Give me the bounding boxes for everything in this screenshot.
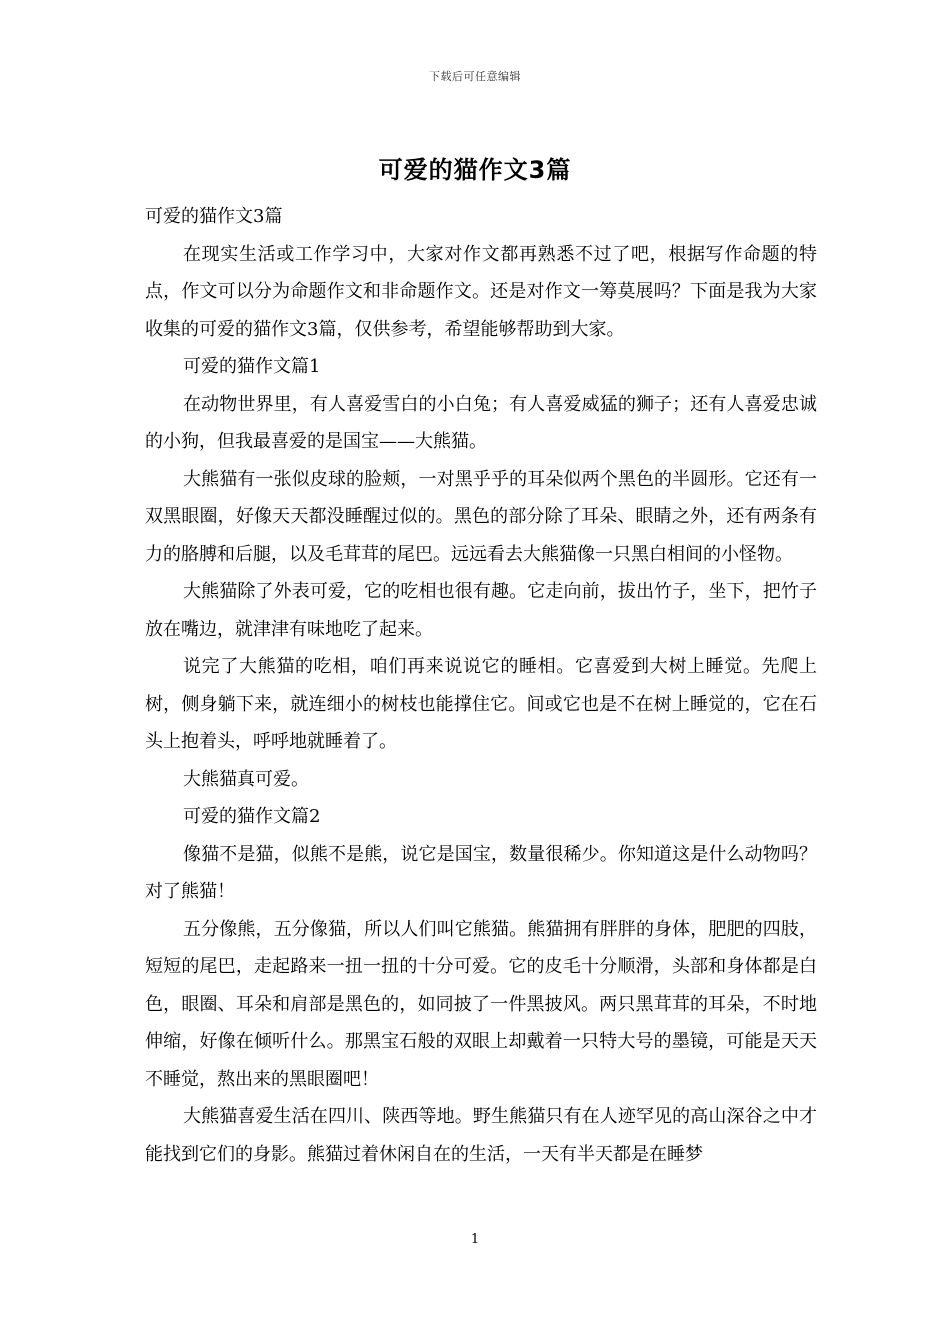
body-paragraph: 说完了大熊猫的吃相，咱们再来说说它的睡相。它喜爱到大树上睡觉。先爬上树，侧身躺下来，就连细小的树枝也能撑住它。间或它也是不在树上睡觉的，它在石头上抱着头，呼呼地就睡着了。 [145,656,817,752]
body-paragraph: 大熊猫喜爱生活在四川、陕西等地。野生熊猫只有在人迹罕见的高山深谷之中才能找到它们的身影。熊猫过着休闲自在的生活，一天有半天都是在睡梦 [145,1106,817,1165]
body-paragraph: 大熊猫有一张似皮球的脸颊，一对黑乎乎的耳朵似两个黑色的半圆形。它还有一双黑眼圈，好像天天都没睡醒过似的。黑色的部分除了耳朵、眼睛之外，还有两条有力的胳膊和后腿，以及毛茸茸的尾巴。远远看去大熊猫像一只黑白相间的小怪物。 [145,468,817,565]
body-paragraph: 大熊猫除了外表可爱，它的吃相也很有趣。它走向前，拔出竹子，坐下，把竹子放在嘴边，就津津有味地吃了起来。 [145,581,817,640]
body-paragraph: 大熊猫真可爱。 [183,768,309,790]
body-paragraph: 在动物世界里，有人喜爱雪白的小白兔；有人喜爱威猛的狮子；还有人喜爱忠诚的小狗，但我最喜爱的是国宝——大熊猫。 [145,393,817,452]
section-heading-2: 可爱的猫作文篇2 [183,806,321,827]
intro-paragraph: 在现实生活或工作学习中，大家对作文都再熟悉不过了吧，根据写作命题的特点，作文可以分为命题作文和非命题作文。还是对作文一筹莫展吗？下面是我为大家收集的可爱的猫作文3篇，仅供参考，希望能够帮助到大家。 [145,243,817,340]
body-paragraph: 五分像熊，五分像猫，所以人们叫它熊猫。熊猫拥有胖胖的身体，肥肥的四肢，短短的尾巴，走起路来一扭一扭的十分可爱。它的皮毛十分顺滑，头部和身体都是白色，眼圈、耳朵和肩部是黑色的，如同披了一件黑披风。两只黑茸茸的耳朵，不时地伸缩，好像在倾听什么。那黑宝石般的双眼上却戴着一只特大号的墨镜，可能是天天不睡觉，熬出来的黑眼圈吧！ [145,918,817,1090]
header-note: 下载后可任意编辑 [429,70,521,83]
page-number: 1 [470,1232,480,1247]
document-body [145,198,817,1173]
subtitle-line: 可爱的猫作文3篇 [145,206,283,227]
section-heading-1: 可爱的猫作文篇1 [183,356,321,377]
body-paragraph: 像猫不是猫，似熊不是熊，说它是国宝，数量很稀少。你知道这是什么动物吗？对了熊猫！ [145,843,817,902]
document-title: 可爱的猫作文3篇 [378,156,572,184]
